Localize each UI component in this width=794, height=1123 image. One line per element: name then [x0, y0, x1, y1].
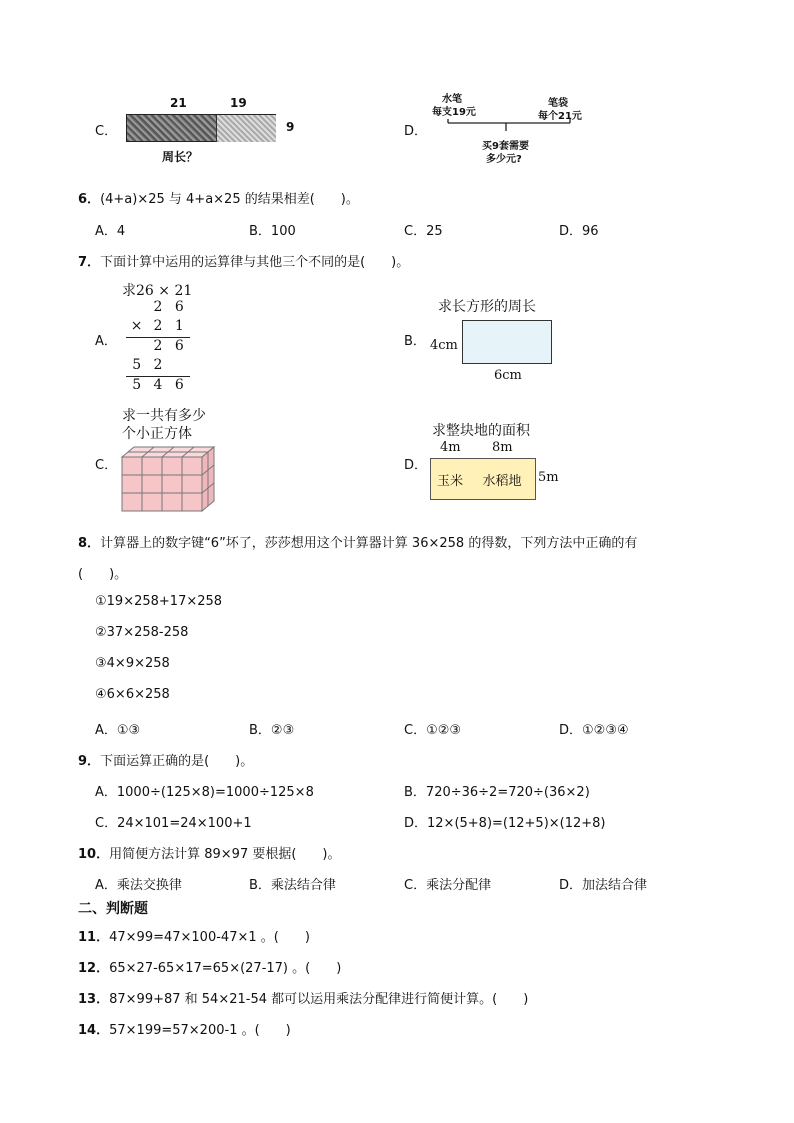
q7-d-cell-right: 水稻地: [482, 473, 522, 489]
question-8-line2: ( )。: [78, 567, 128, 582]
question-text: 47×99=47×100-47×1 。( ): [109, 930, 310, 945]
question-number: 11: [78, 930, 97, 945]
question-7: 7．下面计算中运用的运算律与其他三个不同的是( )。: [78, 255, 410, 270]
q5-d-figure: [430, 90, 590, 168]
question-number: 6: [78, 192, 88, 207]
q7-a-vertical-multiplication: [122, 280, 202, 398]
q7-b-title: 求长方形的周长: [438, 299, 536, 315]
question-text: 下面运算正确的是( )。: [100, 754, 254, 769]
q8-option-a[interactable]: A．①③: [95, 723, 141, 738]
q7-d-label: D．: [404, 458, 428, 473]
question-text: 65×27-65×17=65×(27-17) 。( ): [109, 961, 342, 976]
question-8: 8．计算器上的数字键“6”坏了，莎莎想用这个计算器计算 36×258 的得数，下列方法中正确的有: [78, 536, 638, 551]
question-9: 9．下面运算正确的是( )。: [78, 754, 254, 769]
question-number: 10: [78, 847, 97, 862]
calc-row: 2 6: [153, 299, 184, 315]
q5-d-label: D．: [404, 124, 428, 139]
q7-a-label: A．: [95, 334, 117, 349]
q7-b-rectangle: [462, 320, 552, 364]
q6-option-a[interactable]: A．4: [95, 224, 126, 239]
q7-d-cell-left: 玉米: [436, 473, 463, 489]
q5-d-bottom-2: 多少元?: [486, 154, 522, 165]
q5-d-right-2: 每个21元: [538, 111, 582, 122]
question-number: 7: [78, 255, 88, 270]
q7-b-label: B．: [404, 334, 426, 349]
q7-d-field-corn: [430, 458, 470, 500]
question-text: 57×199=57×200-1 。( ): [109, 1023, 291, 1038]
q10-option-b[interactable]: B．乘法结合律: [249, 878, 336, 893]
calc-row: × 2 1: [126, 318, 190, 338]
q9-option-b[interactable]: B．720÷36÷2=720÷(36×2): [404, 785, 590, 800]
q9-option-d[interactable]: D．12×(5+8)=(12+5)×(12+8): [404, 816, 606, 831]
q7-c-title-1: 求一共有多少: [122, 408, 206, 424]
q5-c-top-left: 21: [170, 96, 187, 110]
q7-d-side: 5m: [538, 470, 559, 485]
calc-row: 5 2: [126, 357, 190, 377]
q8-option-b[interactable]: B．②③: [249, 723, 295, 738]
question-number: 13: [78, 992, 97, 1007]
question-10: 10．用简便方法计算 89×97 要根据( )。: [78, 847, 341, 862]
calc-row: 5 4 6: [132, 377, 184, 393]
q9-option-c[interactable]: C．24×101=24×100+1: [95, 816, 252, 831]
question-11: 11．47×99=47×100-47×1 。( ): [78, 930, 310, 945]
q5-c-bottom: 周长？: [162, 150, 199, 164]
q7-d-field-rice: [469, 458, 536, 500]
question-number: 14: [78, 1023, 97, 1038]
q7-c-cubes: [120, 445, 225, 515]
question-number: 8: [78, 536, 88, 551]
question-text: 87×99+87 和 54×21-54 都可以运用乘法分配律进行简便计算。( ): [109, 992, 529, 1007]
question-text: 用简便方法计算 89×97 要根据( )。: [109, 847, 341, 862]
q7-c-label: C．: [95, 458, 118, 473]
calc-row: 2 6: [153, 338, 184, 354]
question-13: 13．87×99+87 和 54×21-54 都可以运用乘法分配律进行简便计算。( ): [78, 992, 529, 1007]
question-number: 9: [78, 754, 88, 769]
q10-option-a[interactable]: A．乘法交换律: [95, 878, 182, 893]
question-number: 12: [78, 961, 97, 976]
q8-method-1: ①19×258+17×258: [95, 594, 223, 609]
q7-d-figure: [428, 420, 568, 502]
question-text: (4+a)×25 与 4+a×25 的结果相差( )。: [100, 192, 359, 207]
question-text: 计算器上的数字键“6”坏了，莎莎想用这个计算器计算 36×258 的得数，下列方法中正确的有: [100, 536, 638, 551]
q7-a-title: 求26 × 21: [122, 283, 193, 299]
q8-method-4: ④6×6×258: [95, 687, 170, 702]
q10-option-d[interactable]: D．加法结合律: [559, 878, 648, 893]
q7-c-title-2: 个小正方体: [122, 426, 192, 442]
q9-option-a[interactable]: A．1000÷(125×8)=1000÷125×8: [95, 785, 314, 800]
q7-b-figure: [428, 296, 568, 386]
q5-d-left-1: 水笔: [442, 94, 462, 105]
question-14: 14．57×199=57×200-1 。( ): [78, 1023, 291, 1038]
q5-c-right: 9: [286, 120, 295, 134]
question-12: 12．65×27-65×17=65×(27-17) 。( ): [78, 961, 342, 976]
q7-d-top-right: 8m: [492, 440, 513, 455]
q7-c-figure: [120, 405, 230, 515]
q10-option-c[interactable]: C．乘法分配律: [404, 878, 492, 893]
q5-c-figure: [124, 96, 304, 166]
q7-d-top-left: 4m: [440, 440, 461, 455]
question-6: 6．(4+a)×25 与 4+a×25 的结果相差( )。: [78, 192, 359, 207]
q5-d-bottom-1: 买9套需要: [482, 141, 529, 152]
section-title: 二、判断题: [78, 901, 148, 917]
q5-c-top-right: 19: [230, 96, 247, 110]
question-text: 下面计算中运用的运算律与其他三个不同的是( )。: [100, 255, 410, 270]
q8-method-3: ③4×9×258: [95, 656, 170, 671]
q7-b-bottom: 6cm: [494, 368, 522, 383]
q5-d-right-1: 笔袋: [548, 98, 568, 109]
q6-option-d[interactable]: D．96: [559, 224, 599, 239]
q6-option-c[interactable]: C．25: [404, 224, 443, 239]
q7-b-side: 4cm: [430, 338, 458, 353]
q8-method-2: ②37×258-258: [95, 625, 189, 640]
q6-option-b[interactable]: B．100: [249, 224, 296, 239]
q5-d-left-2: 每支19元: [432, 107, 476, 118]
q8-option-c[interactable]: C．①②③: [404, 723, 462, 738]
q5-c-label: C．: [95, 124, 118, 139]
q8-option-d[interactable]: D．①②③④: [559, 723, 629, 738]
q7-d-title: 求整块地的面积: [432, 423, 530, 439]
